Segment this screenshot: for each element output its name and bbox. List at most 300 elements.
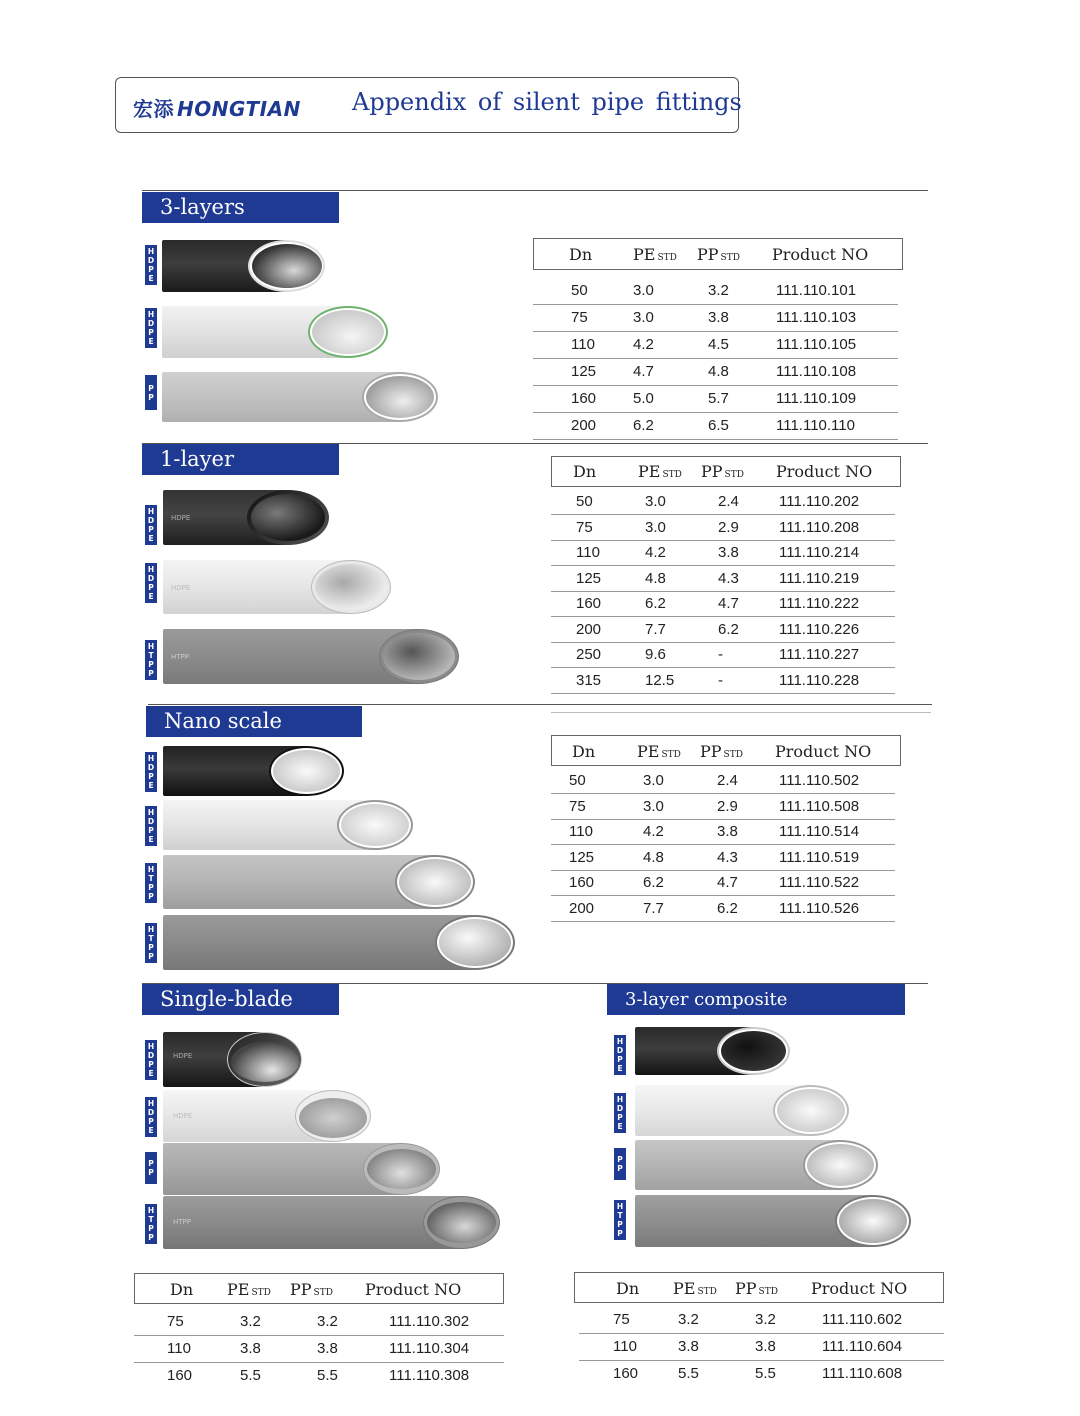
tag-letter: P — [148, 943, 154, 952]
cell-product-no: 111.110.228 — [779, 668, 895, 694]
cell-pe: 12.5 — [645, 668, 718, 694]
tag-text — [614, 1155, 626, 1173]
cell-product-no: 111.110.208 — [779, 515, 895, 541]
cell-pe: 9.6 — [645, 642, 718, 668]
material-tag-hdpe — [145, 563, 157, 603]
cell-pe: 4.2 — [643, 819, 717, 845]
cell-pe: 4.8 — [643, 845, 717, 871]
section-label-3-layer-composite: 3-layer composite — [607, 984, 905, 1015]
tag-letter: P — [148, 772, 154, 781]
cell-product-no: 111.110.608 — [822, 1365, 903, 1383]
cell-dn: 75 — [134, 1308, 240, 1335]
cell-dn: 75 — [551, 515, 645, 541]
pipe-image-grey — [162, 372, 438, 422]
cell-pp: 3.8 — [717, 819, 779, 845]
col-product-no: Product NO — [776, 461, 873, 481]
cell-pp: 3.8 — [317, 1335, 389, 1362]
tag-letter: E — [148, 781, 154, 790]
cell-dn: 200 — [533, 412, 633, 439]
cell-dn: 200 — [551, 617, 645, 643]
pipe-image-grey — [163, 629, 459, 684]
tag-letter: H — [147, 1206, 155, 1215]
cell-dn: 50 — [551, 768, 643, 794]
tag-letter: E — [148, 592, 154, 601]
cell-pp: 4.5 — [708, 331, 776, 358]
tag-letter: H — [147, 808, 155, 817]
col-dn: Dn — [572, 741, 596, 761]
pipe-print: HDPE — [173, 1112, 193, 1120]
pipe-image-dark-grey — [163, 915, 515, 970]
col-pp — [290, 1274, 365, 1304]
col-std: STD — [251, 1287, 271, 1298]
cell-pp: - — [718, 668, 779, 694]
tag-letter: T — [148, 934, 154, 943]
table-row — [533, 412, 898, 439]
col-pp-text: PP — [735, 1278, 757, 1298]
cell-pp: 5.7 — [708, 385, 776, 412]
tag-letter: H — [616, 1095, 624, 1104]
material-tag-hdpe — [145, 308, 157, 348]
table-row — [551, 668, 895, 694]
table-row — [579, 1333, 944, 1360]
tag-letter: T — [617, 1211, 623, 1220]
tag-text — [145, 1206, 157, 1242]
pipe-image-black — [162, 240, 325, 292]
brand-logo — [133, 93, 301, 122]
cell-product-no: 111.110.222 — [779, 591, 895, 617]
cell-product-no: 111.110.227 — [779, 642, 895, 668]
tag-letter: P — [148, 525, 154, 534]
cell-product-no: 111.110.101 — [776, 277, 898, 304]
cell-dn: 125 — [533, 358, 633, 385]
tag-letter: P — [148, 392, 154, 402]
material-tag-htpp — [614, 1200, 626, 1240]
col-std: STD — [662, 469, 682, 480]
table-header-row — [134, 1274, 504, 1304]
tag-letter: T — [148, 1215, 154, 1224]
cell-pe: 3.0 — [633, 277, 708, 304]
tag-letter: P — [148, 669, 154, 678]
col-dn: Dn — [616, 1278, 640, 1298]
tag-letter: P — [148, 1224, 154, 1233]
tag-letter: H — [147, 1099, 155, 1108]
pipe-image-dark-grey — [635, 1195, 911, 1247]
col-pe-text: PE — [673, 1278, 696, 1298]
cell-pp: 6.5 — [708, 412, 776, 439]
tag-letter: H — [147, 247, 155, 256]
tag-letter: P — [148, 1159, 154, 1168]
cell-dn: 110 — [551, 540, 645, 566]
col-pp-text: PP — [697, 244, 719, 264]
cell-product-no: 111.110.602 — [822, 1306, 944, 1333]
cell-pe: 3.0 — [643, 768, 717, 794]
spec-table-3-layers — [533, 239, 903, 269]
pipe-image-white-green — [162, 306, 388, 358]
table-row — [551, 566, 895, 592]
cell-pp: 3.8 — [755, 1333, 822, 1360]
section-divider — [148, 704, 932, 705]
cell-dn: 110 — [533, 331, 633, 358]
table-row — [533, 331, 898, 358]
pipe-image-white — [163, 1090, 371, 1142]
col-pp — [735, 1273, 811, 1303]
spec-table-single-blade-body — [134, 1308, 504, 1389]
tag-text — [614, 1202, 626, 1238]
cell-product-no: 111.110.304 — [389, 1335, 504, 1362]
tag-letter: P — [148, 328, 154, 337]
material-tag-pp — [145, 1152, 157, 1184]
pipe-image-grey — [635, 1140, 878, 1190]
col-pp-text: PP — [290, 1279, 312, 1299]
cell-dn: 75 — [533, 304, 633, 331]
cell-product-no: 111.110.110 — [776, 412, 898, 439]
cell-product-no: 111.110.219 — [779, 566, 895, 592]
pipe-image-black — [163, 746, 344, 796]
pipe-print: HTPP — [173, 1218, 191, 1226]
tag-letter: P — [148, 883, 154, 892]
cell-dn: 160 — [533, 385, 633, 412]
cell-pe: 5.5 — [678, 1365, 699, 1383]
col-pe — [673, 1273, 735, 1303]
tag-text — [145, 310, 157, 346]
col-pp — [700, 736, 775, 766]
cell-product-no: 111.110.519 — [779, 845, 895, 871]
cell-pe: 7.7 — [645, 617, 718, 643]
cell-product-no: 111.110.508 — [779, 794, 895, 820]
tag-letter: D — [147, 256, 155, 265]
tag-letter: T — [148, 874, 154, 883]
cell-product-no: 111.110.108 — [776, 358, 898, 385]
cell-pp: 6.2 — [717, 896, 779, 922]
cell-pp: 3.8 — [708, 304, 776, 331]
table-row — [551, 591, 895, 617]
table-row — [551, 819, 895, 845]
pipe-image-dark-grey — [163, 1196, 500, 1249]
table-row — [533, 304, 898, 331]
col-pe-text: PE — [227, 1279, 250, 1299]
cell-dn: 75 — [579, 1306, 678, 1333]
tag-letter: E — [617, 1064, 623, 1073]
cell-pp: - — [718, 642, 779, 668]
tag-text — [145, 565, 157, 601]
tag-letter: D — [147, 319, 155, 328]
cell-product-no: 111.110.502 — [779, 768, 895, 794]
pipe-image-black — [163, 490, 329, 545]
tag-letter: E — [148, 835, 154, 844]
cell-pp: 4.7 — [718, 591, 779, 617]
tag-letter: D — [147, 817, 155, 826]
tag-text — [614, 1095, 626, 1131]
tag-letter: H — [147, 754, 155, 763]
table-row — [551, 515, 895, 541]
col-std: STD — [697, 1286, 717, 1297]
cell-product-no: 111.110.522 — [779, 870, 895, 896]
cell-dn: 75 — [551, 794, 643, 820]
pipe-image-grey — [163, 855, 475, 909]
tag-letter: P — [617, 1113, 623, 1122]
tag-letter: P — [148, 1060, 154, 1069]
col-std: STD — [720, 252, 740, 263]
table-row — [551, 540, 895, 566]
spec-table-single-blade — [134, 1274, 504, 1304]
col-dn: Dn — [569, 244, 593, 264]
tag-text — [145, 1042, 157, 1078]
material-tag-htpp — [145, 640, 157, 680]
tag-text — [145, 507, 157, 543]
page-title: Appendix of silent pipe fittings — [352, 88, 742, 116]
tag-letter: P — [148, 892, 154, 901]
cell-pe: 3.0 — [633, 304, 708, 331]
cell-pp: 3.2 — [755, 1306, 822, 1333]
table-row — [551, 870, 895, 896]
cell-pe: 6.2 — [645, 591, 718, 617]
tag-letter: P — [148, 383, 154, 393]
cell-pe: 3.0 — [643, 794, 717, 820]
tag-letter: D — [147, 516, 155, 525]
cell-pp: 4.3 — [717, 845, 779, 871]
cell-dn: 110 — [579, 1333, 678, 1360]
tag-letter: H — [147, 507, 155, 516]
tag-letter: P — [148, 1233, 154, 1242]
table-row — [533, 358, 898, 385]
cell-pe: 7.7 — [643, 896, 717, 922]
tag-letter: E — [148, 1069, 154, 1078]
tag-letter: P — [617, 1155, 623, 1164]
table-row — [533, 277, 898, 304]
cell-pp: 5.5 — [755, 1365, 776, 1383]
spec-table-nano-scale — [551, 736, 901, 766]
cell-pe: 5.5 — [240, 1367, 261, 1385]
cell-dn: 200 — [551, 896, 643, 922]
section-label-1-layer: 1-layer — [142, 444, 339, 475]
material-tag-hdpe — [145, 806, 157, 846]
material-tag-pp — [614, 1148, 626, 1180]
tag-letter: H — [147, 642, 155, 651]
tag-text — [145, 865, 157, 901]
cell-pe: 4.2 — [645, 540, 718, 566]
brand-cn: 宏添 — [133, 97, 174, 121]
cell-dn: 160 — [167, 1367, 193, 1385]
cell-dn: 160 — [551, 870, 643, 896]
tag-letter: P — [148, 1117, 154, 1126]
col-pp — [697, 239, 772, 269]
table-row — [533, 385, 898, 412]
material-tag-pp — [145, 375, 157, 410]
cell-product-no: 111.110.526 — [779, 896, 895, 922]
tag-letter: H — [616, 1037, 624, 1046]
cell-pe: 4.8 — [645, 566, 718, 592]
cell-pe: 4.7 — [633, 358, 708, 385]
tag-letter: E — [148, 1126, 154, 1135]
section-divider — [551, 712, 931, 713]
col-std: STD — [657, 252, 677, 263]
tag-text — [145, 1159, 157, 1177]
material-tag-hdpe — [614, 1035, 626, 1075]
cell-dn: 250 — [551, 642, 645, 668]
col-pp-text: PP — [701, 461, 723, 481]
cell-pe: 3.0 — [645, 515, 718, 541]
cell-product-no: 111.110.103 — [776, 304, 898, 331]
cell-pe: 6.2 — [643, 870, 717, 896]
table-row — [551, 794, 895, 820]
col-product-no: Product NO — [365, 1279, 462, 1299]
brand-en: HONGTIAN — [177, 97, 301, 121]
tag-letter: D — [147, 1051, 155, 1060]
material-tag-hdpe — [145, 1097, 157, 1137]
cell-pe: 4.2 — [633, 331, 708, 358]
table-row — [551, 896, 895, 922]
pipe-print: HDPE — [173, 1052, 193, 1060]
section-label-3-layers: 3-layers — [142, 192, 339, 223]
table-row — [551, 845, 895, 871]
tag-letter: H — [147, 565, 155, 574]
col-pe — [227, 1274, 290, 1304]
spec-table-nano-scale-body — [551, 768, 895, 922]
cell-pe: 6.2 — [633, 412, 708, 439]
col-pp — [701, 456, 776, 486]
pipe-print: HTPP — [171, 653, 189, 661]
section-divider — [142, 190, 928, 191]
tag-letter: D — [147, 763, 155, 772]
tag-letter: H — [616, 1202, 624, 1211]
material-tag-hdpe — [145, 1040, 157, 1080]
cell-dn: 315 — [551, 668, 645, 694]
tag-letter: D — [616, 1046, 624, 1055]
col-product-no: Product NO — [775, 741, 872, 761]
cell-product-no: 111.110.226 — [779, 617, 895, 643]
cell-product-no: 111.110.109 — [776, 385, 898, 412]
col-std: STD — [723, 749, 743, 760]
tag-letter: D — [147, 574, 155, 583]
cell-dn: 50 — [551, 489, 645, 515]
table-header-row — [551, 456, 901, 486]
col-pe-text: PE — [638, 461, 661, 481]
cell-pe: 3.2 — [240, 1308, 317, 1335]
cell-product-no: 111.110.214 — [779, 540, 895, 566]
col-pp-text: PP — [700, 741, 722, 761]
material-tag-htpp — [145, 1204, 157, 1244]
tag-letter: H — [147, 1042, 155, 1051]
cell-dn: 110 — [134, 1335, 240, 1362]
table-row — [134, 1335, 504, 1362]
tag-letter: E — [617, 1122, 623, 1131]
col-dn: Dn — [573, 461, 597, 481]
cell-pp: 4.8 — [708, 358, 776, 385]
tag-text — [614, 1037, 626, 1073]
col-product-no: Product NO — [772, 244, 869, 264]
cell-pp: 4.3 — [718, 566, 779, 592]
col-dn: Dn — [170, 1279, 194, 1299]
cell-pp: 3.2 — [708, 277, 776, 304]
tag-letter: P — [148, 1168, 154, 1177]
cell-pe: 5.0 — [633, 385, 708, 412]
tag-letter: H — [147, 865, 155, 874]
spec-table-3-layers-body — [533, 277, 898, 440]
cell-product-no: 111.110.308 — [389, 1367, 470, 1385]
material-tag-htpp — [145, 863, 157, 903]
material-tag-hdpe — [145, 505, 157, 545]
tag-letter: P — [617, 1164, 623, 1173]
tag-letter: P — [148, 660, 154, 669]
table-row — [579, 1360, 944, 1387]
pipe-image-white — [163, 800, 413, 850]
tag-letter: H — [147, 310, 155, 319]
col-std: STD — [758, 1286, 778, 1297]
tag-letter: P — [148, 583, 154, 592]
table-row — [551, 617, 895, 643]
tag-letter: P — [148, 265, 154, 274]
cell-product-no: 111.110.105 — [776, 331, 898, 358]
pipe-print: HDPE — [171, 514, 191, 522]
cell-product-no: 111.110.604 — [822, 1333, 944, 1360]
cell-pp: 2.9 — [717, 794, 779, 820]
col-std: STD — [661, 749, 681, 760]
tag-letter: D — [147, 1108, 155, 1117]
tag-letter: T — [148, 651, 154, 660]
tag-letter: P — [148, 952, 154, 961]
pipe-image-grey — [163, 1143, 440, 1195]
cell-pp: 3.8 — [718, 540, 779, 566]
tag-letter: E — [148, 337, 154, 346]
cell-pe: 3.0 — [645, 489, 718, 515]
spec-table-1-layer — [551, 456, 901, 486]
col-std: STD — [313, 1287, 333, 1298]
col-std: STD — [724, 469, 744, 480]
cell-pp: 2.9 — [718, 515, 779, 541]
col-product-no: Product NO — [811, 1278, 908, 1298]
col-pe-text: PE — [637, 741, 660, 761]
cell-dn: 160 — [613, 1365, 639, 1383]
tag-letter: P — [617, 1055, 623, 1064]
cell-pp: 2.4 — [717, 768, 779, 794]
pipe-image-white — [635, 1085, 849, 1136]
table-row — [134, 1362, 504, 1389]
tag-letter: H — [147, 925, 155, 934]
spec-table-1-layer-body — [551, 489, 895, 694]
cell-product-no: 111.110.514 — [779, 819, 895, 845]
tag-letter: P — [617, 1229, 623, 1238]
cell-pp: 6.2 — [718, 617, 779, 643]
tag-text — [145, 247, 157, 283]
tag-letter: E — [148, 534, 154, 543]
material-tag-htpp — [145, 923, 157, 963]
cell-dn: 110 — [551, 819, 643, 845]
pipe-image-white — [163, 560, 391, 614]
cell-product-no: 111.110.302 — [389, 1308, 504, 1335]
table-row — [551, 489, 895, 515]
cell-pe: 3.2 — [678, 1306, 755, 1333]
pipe-image-black — [635, 1027, 790, 1075]
tag-text — [145, 384, 157, 402]
cell-pp: 2.4 — [718, 489, 779, 515]
material-tag-hdpe — [145, 245, 157, 285]
table-header-row — [533, 239, 903, 269]
pipe-print: HDPE — [171, 584, 191, 592]
table-row — [551, 642, 895, 668]
cell-pp: 5.5 — [317, 1367, 338, 1385]
tag-text — [145, 642, 157, 678]
cell-dn: 50 — [533, 277, 633, 304]
pipe-image-black — [163, 1032, 302, 1087]
col-pe — [638, 456, 701, 486]
cell-dn: 125 — [551, 845, 643, 871]
cell-pp: 3.2 — [317, 1308, 389, 1335]
cell-pp: 4.7 — [717, 870, 779, 896]
cell-dn: 125 — [551, 566, 645, 592]
table-row — [134, 1308, 504, 1335]
table-header-row — [551, 736, 901, 766]
cell-product-no: 111.110.202 — [779, 489, 895, 515]
